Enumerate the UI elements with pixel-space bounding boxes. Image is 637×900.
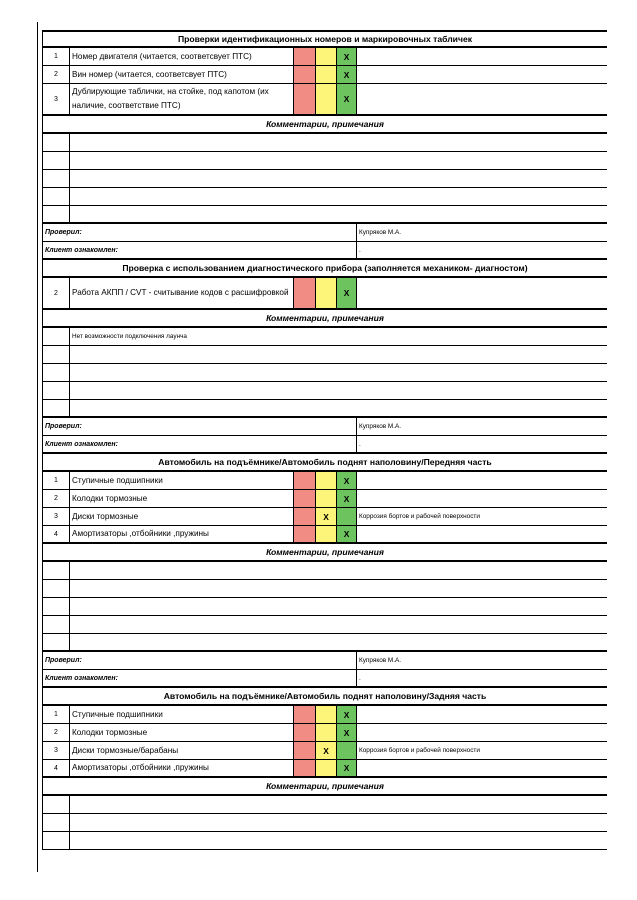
comment-text[interactable] xyxy=(70,580,607,597)
comment-line xyxy=(43,814,607,832)
status-red-cell[interactable] xyxy=(294,66,316,83)
item-note[interactable] xyxy=(357,48,607,65)
status-yellow-cell[interactable]: X xyxy=(316,742,337,759)
status-green-cell[interactable]: X xyxy=(337,66,357,83)
row-number: 1 xyxy=(43,706,70,723)
client-ack-row xyxy=(43,670,607,688)
item-name: Ступичные подшипники xyxy=(70,472,294,489)
checklist-row xyxy=(43,490,607,508)
comment-line xyxy=(43,364,607,382)
checklist-row xyxy=(43,706,607,724)
status-green-cell[interactable]: X xyxy=(337,490,357,507)
item-note[interactable] xyxy=(357,490,607,507)
comment-text[interactable] xyxy=(70,814,607,831)
status-red-cell[interactable] xyxy=(294,84,316,114)
item-name: Колодки тормозные xyxy=(70,724,294,741)
section-header xyxy=(43,260,607,278)
comment-text[interactable] xyxy=(70,562,607,579)
comments-title: Комментарии, примечания xyxy=(266,313,384,323)
comment-line xyxy=(43,400,607,418)
item-name: Диски тормозные xyxy=(70,508,294,525)
row-number: 2 xyxy=(43,278,70,308)
item-name: Вин номер (читается, соответсвует ПТС) xyxy=(70,66,294,83)
row-number: 3 xyxy=(43,742,70,759)
status-green-cell[interactable]: X xyxy=(337,760,357,776)
comment-line xyxy=(43,616,607,634)
comment-margin xyxy=(43,364,70,381)
item-name: Номер двигателя (читается, соответсвует ПТС) xyxy=(70,48,294,65)
comment-line xyxy=(43,170,607,188)
status-red-cell[interactable] xyxy=(294,742,316,759)
status-yellow-cell[interactable] xyxy=(316,490,337,507)
client-ack-label: Клиент ознакомлен: xyxy=(43,436,357,452)
comments-header xyxy=(43,310,607,328)
section-title: Автомобиль на подъёмнике/Автомобиль поднят наполовину/Передняя часть xyxy=(158,457,492,467)
checklist-row xyxy=(43,472,607,490)
status-red-cell[interactable] xyxy=(294,48,316,65)
status-yellow-cell[interactable] xyxy=(316,526,337,542)
row-number: 3 xyxy=(43,84,70,114)
comment-margin xyxy=(43,562,70,579)
comment-margin xyxy=(43,598,70,615)
checked-by-label: Проверил: xyxy=(43,224,357,241)
client-ack-value[interactable]: . xyxy=(359,440,361,448)
status-green-cell[interactable] xyxy=(337,742,357,759)
comment-margin xyxy=(43,832,70,849)
client-ack-label: Клиент ознакомлен: xyxy=(43,670,357,686)
status-red-cell[interactable] xyxy=(294,278,316,308)
item-note[interactable] xyxy=(357,526,607,542)
item-name: Амортизаторы ,отбойники ,пружины xyxy=(70,526,294,542)
comment-text[interactable] xyxy=(70,382,607,399)
status-yellow-cell[interactable] xyxy=(316,706,337,723)
status-red-cell[interactable] xyxy=(294,760,316,776)
comment-text[interactable] xyxy=(70,152,607,169)
checked-by-label: Проверил: xyxy=(43,418,357,435)
status-yellow-cell[interactable] xyxy=(316,724,337,741)
status-red-cell[interactable] xyxy=(294,472,316,489)
comments-header xyxy=(43,116,607,134)
row-number: 1 xyxy=(43,48,70,65)
status-yellow-cell[interactable] xyxy=(316,472,337,489)
client-ack-value[interactable]: . xyxy=(359,246,361,254)
comment-line xyxy=(43,580,607,598)
comment-text[interactable] xyxy=(70,206,607,222)
client-ack-label: Клиент ознакомлен: xyxy=(43,242,357,258)
comment-margin xyxy=(43,400,70,416)
item-note[interactable] xyxy=(357,278,607,308)
section-title: Проверка с использованием диагностического прибора (заполняется механиком- диагностом) xyxy=(122,263,528,273)
comment-text[interactable] xyxy=(70,400,607,416)
comment-line xyxy=(43,134,607,152)
comment-text[interactable] xyxy=(70,832,607,849)
row-number: 1 xyxy=(43,472,70,489)
row-number: 3 xyxy=(43,508,70,525)
comment-margin xyxy=(43,382,70,399)
comment-line xyxy=(43,832,607,850)
checked-by-row xyxy=(43,418,607,436)
comment-line xyxy=(43,796,607,814)
comment-margin xyxy=(43,328,70,345)
status-yellow-cell[interactable] xyxy=(316,84,337,114)
comment-line xyxy=(43,206,607,224)
comments-title: Комментарии, примечания xyxy=(266,119,384,129)
comment-text[interactable] xyxy=(70,598,607,615)
status-green-cell[interactable]: X xyxy=(337,84,357,114)
comment-line xyxy=(43,152,607,170)
status-yellow-cell[interactable] xyxy=(316,278,337,308)
comment-margin xyxy=(43,814,70,831)
item-name: Диски тормозные/барабаны xyxy=(70,742,294,759)
item-name: Амортизаторы ,отбойники ,пружины xyxy=(70,760,294,776)
comments-title: Комментарии, примечания xyxy=(266,547,384,557)
comment-text[interactable]: Нет возможности подключения лаунча xyxy=(72,333,187,340)
checked-by-row xyxy=(43,652,607,670)
checked-by-label: Проверил: xyxy=(43,652,357,669)
client-ack-row xyxy=(43,436,607,454)
comment-text[interactable] xyxy=(70,346,607,363)
checklist-row xyxy=(43,526,607,544)
status-yellow-cell[interactable] xyxy=(316,48,337,65)
row-number: 2 xyxy=(43,66,70,83)
comment-text[interactable] xyxy=(70,170,607,187)
comment-margin xyxy=(43,580,70,597)
comment-margin xyxy=(43,796,70,813)
comment-text[interactable] xyxy=(70,796,607,813)
status-green-cell[interactable]: X xyxy=(337,472,357,489)
checked-by-value[interactable]: Купряков М.А. xyxy=(359,229,402,236)
comments-title: Комментарии, примечания xyxy=(266,781,384,791)
comment-line xyxy=(43,346,607,364)
status-green-cell[interactable]: X xyxy=(337,526,357,542)
item-note[interactable] xyxy=(357,472,607,489)
comment-margin xyxy=(43,152,70,169)
row-number: 2 xyxy=(43,724,70,741)
inspection-sheet xyxy=(42,30,607,850)
status-yellow-cell[interactable] xyxy=(316,66,337,83)
checked-by-value[interactable]: Купряков М.А. xyxy=(359,657,402,664)
item-name: Дублирующие таблички, на стойке, под капотом (их наличие, соответствие ПТС) xyxy=(70,84,294,114)
status-green-cell[interactable] xyxy=(337,508,357,525)
section-title: Проверки идентификационных номеров и маркировочных табличек xyxy=(177,34,473,44)
item-note[interactable] xyxy=(357,84,607,114)
row-number: 4 xyxy=(43,526,70,542)
comment-text[interactable] xyxy=(70,134,607,151)
comment-margin xyxy=(43,134,70,151)
status-red-cell[interactable] xyxy=(294,706,316,723)
section-header xyxy=(43,454,607,472)
comment-text[interactable] xyxy=(70,188,607,205)
comment-text[interactable] xyxy=(70,616,607,633)
item-note[interactable]: Коррозия бортов и рабочей поверхности xyxy=(359,513,480,520)
checklist-row xyxy=(43,508,607,526)
status-red-cell[interactable] xyxy=(294,526,316,542)
checklist-row xyxy=(43,278,607,310)
comment-line xyxy=(43,598,607,616)
checklist-row xyxy=(43,48,607,66)
item-name: Колодки тормозные xyxy=(70,490,294,507)
item-note[interactable] xyxy=(357,66,607,83)
checked-by-value[interactable]: Купряков М.А. xyxy=(359,423,402,430)
section-header xyxy=(43,688,607,706)
comment-line xyxy=(43,562,607,580)
comment-margin xyxy=(43,188,70,205)
status-red-cell[interactable] xyxy=(294,490,316,507)
item-name: Ступичные подшипники xyxy=(70,706,294,723)
comment-margin xyxy=(43,634,70,650)
item-note[interactable] xyxy=(357,724,607,741)
section-header xyxy=(43,30,607,48)
comments-header xyxy=(43,544,607,562)
row-number: 2 xyxy=(43,490,70,507)
comment-margin xyxy=(43,346,70,363)
item-name: Работа АКПП / CVT - считывание кодов с расшифровкой xyxy=(70,278,294,308)
checklist-row xyxy=(43,84,607,116)
checklist-row xyxy=(43,760,607,778)
comment-margin xyxy=(43,170,70,187)
status-green-cell[interactable]: X xyxy=(337,278,357,308)
client-ack-row xyxy=(43,242,607,260)
checklist-row xyxy=(43,742,607,760)
status-red-cell[interactable] xyxy=(294,724,316,741)
page-margin-rule xyxy=(37,22,38,872)
item-note[interactable] xyxy=(357,706,607,723)
item-note[interactable] xyxy=(357,760,607,776)
comment-margin xyxy=(43,206,70,222)
status-green-cell[interactable]: X xyxy=(337,48,357,65)
comment-text[interactable] xyxy=(70,364,607,381)
comment-line xyxy=(43,634,607,652)
item-note[interactable]: Коррозия бортов и рабочей поверхности xyxy=(359,747,480,754)
row-number: 4 xyxy=(43,760,70,776)
status-green-cell[interactable]: X xyxy=(337,706,357,723)
comments-header xyxy=(43,778,607,796)
status-red-cell[interactable] xyxy=(294,508,316,525)
comment-line xyxy=(43,328,607,346)
comment-line xyxy=(43,188,607,206)
checklist-row xyxy=(43,724,607,742)
comment-line xyxy=(43,382,607,400)
checklist-row xyxy=(43,66,607,84)
comment-text[interactable] xyxy=(70,634,607,650)
status-green-cell[interactable]: X xyxy=(337,724,357,741)
comment-margin xyxy=(43,616,70,633)
section-title: Автомобиль на подъёмнике/Автомобиль поднят наполовину/Задняя часть xyxy=(163,691,487,701)
client-ack-value[interactable]: . xyxy=(359,674,361,682)
checked-by-row xyxy=(43,224,607,242)
status-yellow-cell[interactable]: X xyxy=(316,508,337,525)
status-yellow-cell[interactable] xyxy=(316,760,337,776)
